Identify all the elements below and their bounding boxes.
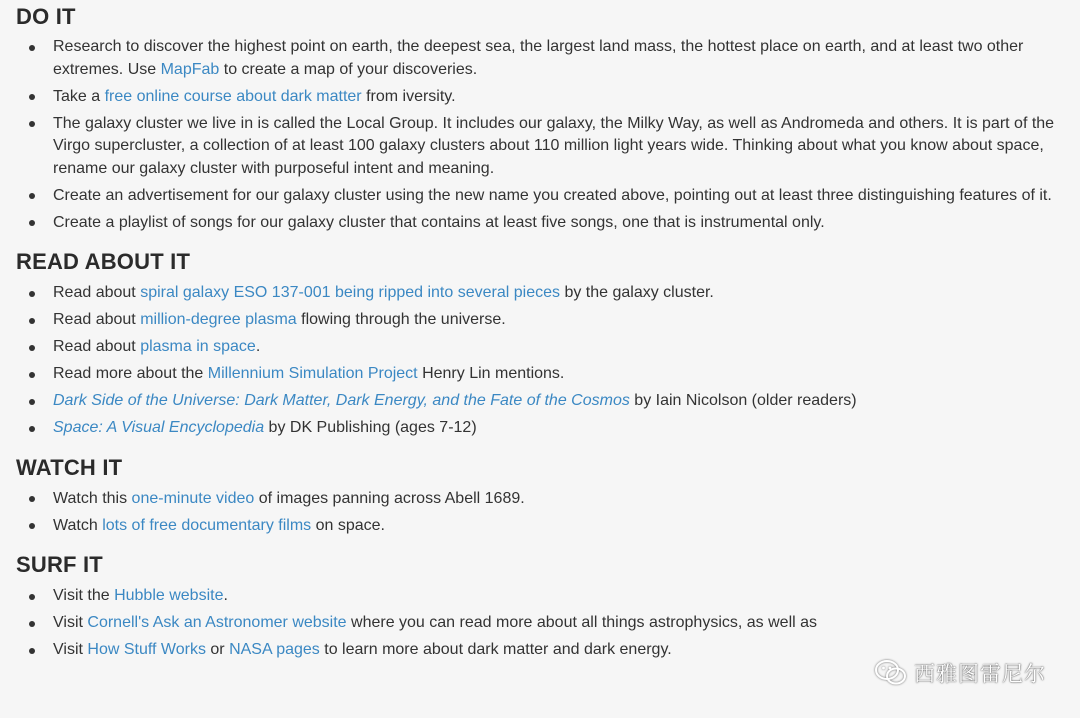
item-text: Visit the bbox=[53, 587, 115, 604]
list-item bbox=[53, 86, 1066, 109]
item-text: Watch bbox=[53, 516, 103, 534]
spiral-galaxy-link[interactable]: spiral galaxy ESO 137-001 being ripped into several pieces bbox=[140, 284, 560, 301]
documentary-films-link[interactable]: lots of free documentary films bbox=[102, 516, 312, 534]
plasma-in-space-link[interactable]: plasma in space bbox=[140, 338, 256, 355]
list-item bbox=[53, 515, 1066, 538]
item-text: or bbox=[205, 641, 230, 658]
millennium-simulation-link[interactable]: Millennium Simulation Project bbox=[207, 365, 418, 382]
item-text: Visit bbox=[53, 641, 88, 658]
section-heading: SURF IT bbox=[16, 552, 103, 577]
list-item bbox=[53, 488, 1066, 511]
list-item bbox=[53, 36, 1066, 81]
item-text: Visit bbox=[53, 614, 88, 631]
section-heading: DO IT bbox=[16, 4, 76, 29]
list-item bbox=[53, 185, 1066, 208]
item-text: Henry Lin mentions. bbox=[417, 365, 565, 382]
item-text: where you can read more about all things astrophysics, as well as bbox=[346, 614, 818, 631]
how-stuff-works-link[interactable]: How Stuff Works bbox=[87, 641, 206, 658]
item-text: to create a map of your discoveries. bbox=[219, 60, 478, 78]
one-minute-video-link[interactable]: one-minute video bbox=[131, 489, 255, 507]
section-do-it bbox=[16, 0, 1066, 234]
list-item bbox=[53, 585, 1066, 608]
list-item bbox=[53, 336, 1066, 359]
list-item bbox=[53, 417, 1066, 440]
dark-side-book-link[interactable]: Dark Side of the Universe: Dark Matter, Dark Energy, and the Fate of the Cosmos bbox=[53, 392, 630, 409]
item-text: flowing through the universe. bbox=[296, 311, 506, 328]
item-text: Create an advertisement for our galaxy cluster using the new name you created above, pointing out at least three distinguishing features of it. bbox=[53, 186, 1052, 204]
section-watch-it bbox=[16, 454, 1066, 538]
ask-an-astronomer-link[interactable]: Cornell's Ask an Astronomer website bbox=[87, 614, 347, 631]
bullet-list bbox=[16, 488, 1066, 538]
list-item bbox=[53, 309, 1066, 332]
item-text: Read about bbox=[53, 338, 141, 355]
section-heading: WATCH IT bbox=[16, 454, 123, 480]
item-text: Take a bbox=[53, 87, 105, 105]
item-text: The galaxy cluster we live in is called the Local Group. It includes our galaxy, the Milky Way, as well as Andromeda and others. It is part of the Virgo supercluster, a collection of at least 100 galaxy clusters about 110 million light years wide. Thinking about what you know about space, rename our galaxy cluster with purposeful intent and meaning. bbox=[53, 114, 1055, 177]
mapfab-link[interactable]: MapFab bbox=[160, 60, 220, 78]
hubble-website-link[interactable]: Hubble website bbox=[114, 587, 224, 604]
space-encyclopedia-link[interactable]: Space: A Visual Encyclopedia bbox=[53, 419, 265, 436]
section-heading: READ ABOUT IT bbox=[16, 249, 191, 274]
dark-matter-course-link[interactable]: free online course about dark matter bbox=[104, 87, 362, 105]
item-text: by DK Publishing (ages 7-12) bbox=[264, 419, 477, 436]
bullet-list bbox=[16, 36, 1066, 234]
item-text: . bbox=[223, 587, 228, 604]
list-item bbox=[53, 282, 1066, 305]
wechat-icon bbox=[874, 658, 908, 688]
list-item bbox=[53, 113, 1066, 181]
plasma-link[interactable]: million-degree plasma bbox=[140, 311, 297, 328]
item-text: Create a playlist of songs for our galaxy cluster that contains at least five songs, one that is instrumental only. bbox=[53, 213, 825, 231]
item-text: Read about bbox=[53, 284, 141, 301]
item-text: to learn more about dark matter and dark energy. bbox=[319, 641, 672, 658]
item-text: from iversity. bbox=[361, 87, 456, 105]
item-text: on space. bbox=[311, 516, 385, 534]
list-item bbox=[53, 363, 1066, 386]
section-surf-it bbox=[16, 551, 1066, 662]
item-text: Research to discover the highest point on earth, the deepest sea, the largest land mass, the hottest place on earth, and at least two other extremes. Use bbox=[53, 38, 1024, 78]
section-read-about-it bbox=[16, 248, 1066, 440]
bullet-list bbox=[16, 282, 1066, 440]
bullet-list bbox=[16, 585, 1066, 662]
item-text: Read about bbox=[53, 311, 141, 328]
item-text: by Iain Nicolson (older readers) bbox=[629, 392, 857, 409]
watermark-text: 西雅图雷尼尔 bbox=[914, 663, 1046, 686]
item-text: Read more about the bbox=[53, 365, 208, 382]
item-text: . bbox=[255, 338, 261, 355]
item-text: of images panning across Abell 1689. bbox=[254, 489, 525, 507]
list-item bbox=[53, 212, 1066, 235]
watermark bbox=[874, 658, 1046, 688]
item-text: by the galaxy cluster. bbox=[560, 284, 714, 301]
list-item bbox=[53, 390, 1066, 413]
nasa-pages-link[interactable]: NASA pages bbox=[229, 641, 320, 658]
item-text: Watch this bbox=[53, 489, 132, 507]
list-item bbox=[53, 612, 1066, 635]
